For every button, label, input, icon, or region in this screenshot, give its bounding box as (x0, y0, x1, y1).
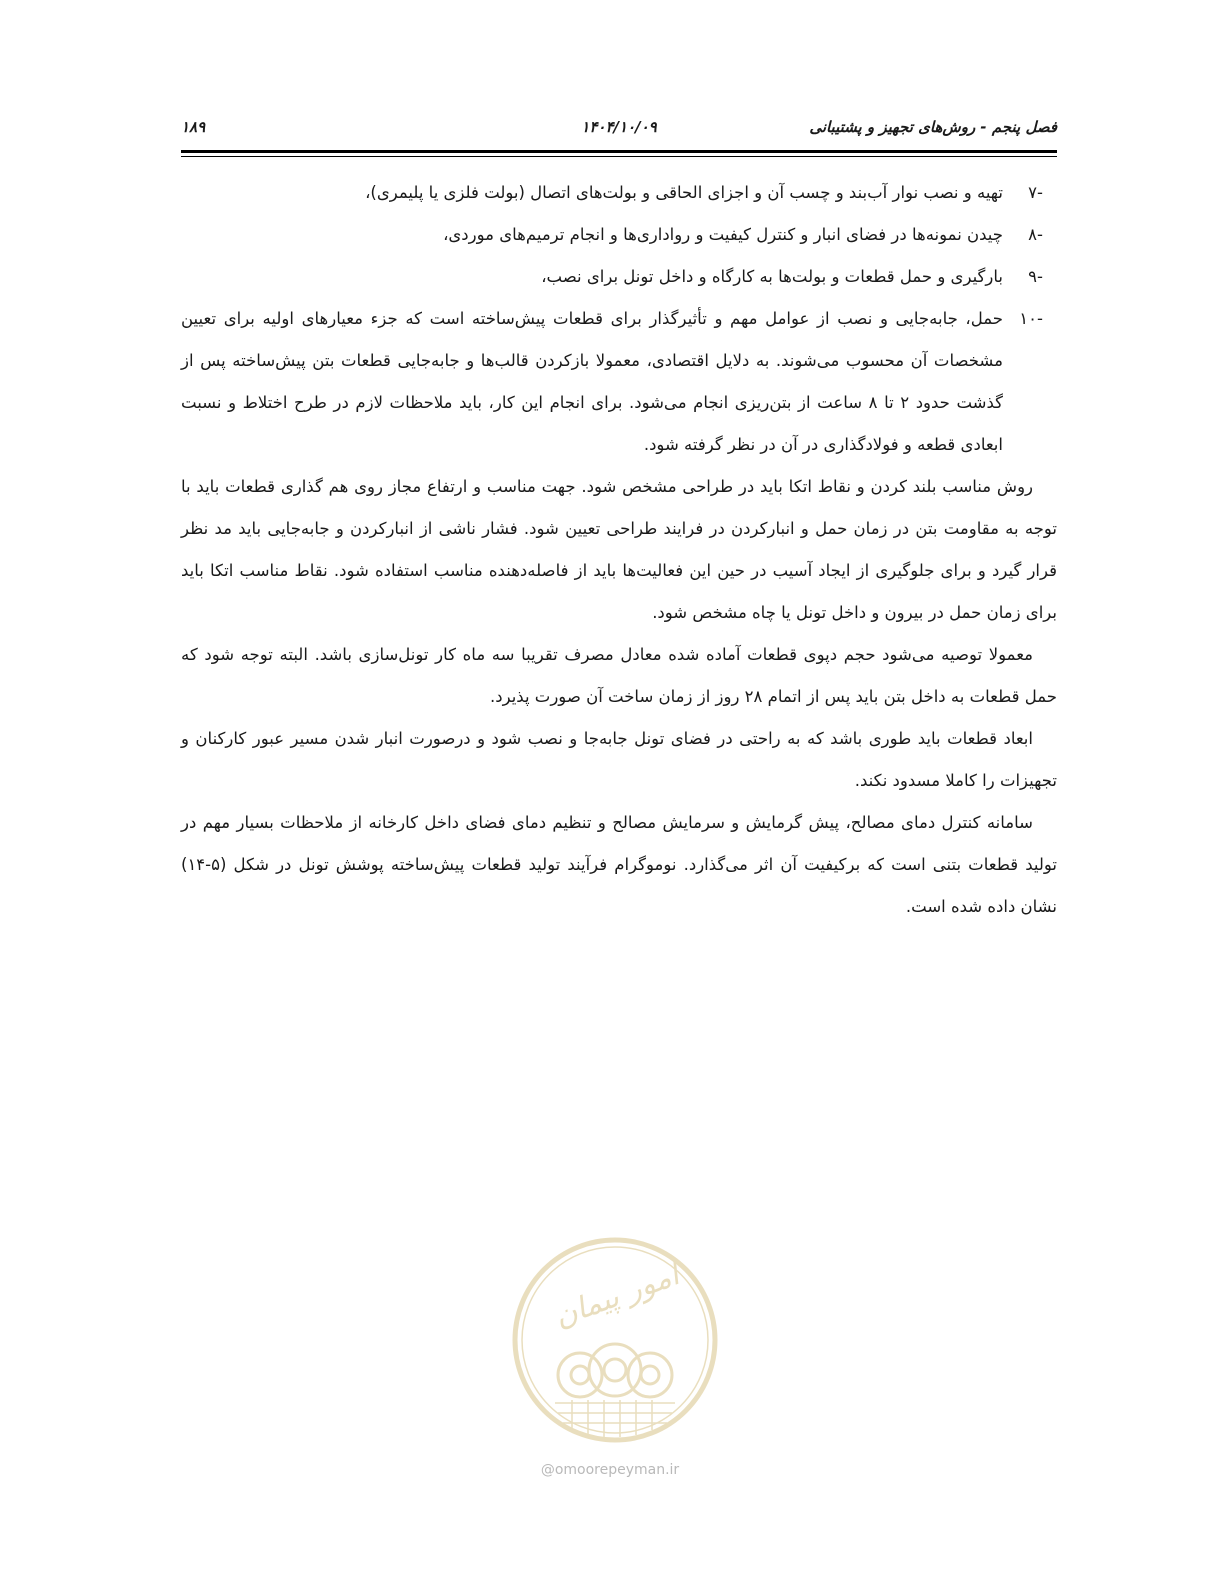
chapter-title: فصل پنجم - روش‌های تجهیز و پشتیبانی (809, 118, 1057, 136)
list-item-text: بارگیری و حمل قطعات و بولت‌ها به کارگاه و داخل تونل برای نصب، (541, 267, 1003, 286)
list-item-number: -۱۰ (1019, 309, 1043, 328)
paragraph: سامانه کنترل دمای مصالح، پیش گرمایش و سرمایش مصالح و تنظیم دمای فضای داخل کارخانه از ملاحظات بسیار مهم در تولید قطعات بتنی است که برکیفیت آن اثر می‌گذارد. نوموگرام فرآیند تولید قطعات پیش‌ساخته پوشش تونل در شکل (۵-۱۴) نشان داده شده است. (181, 813, 1057, 916)
page-number: ۱۸۹ (181, 118, 206, 136)
header-rule-thin (181, 156, 1057, 157)
list-item-text: حمل، جابه‌جایی و نصب از عوامل مهم و تأثیرگذار برای قطعات پیش‌ساخته است که جزء معیارهای اولیه برای تعیین مشخصات آن محسوب می‌شوند. به دلایل اقتصادی، معمولا بازکردن قالب‌ها و جابه‌جایی قطعات بتن پیش‌ساخته پس از گذشت حدود ۲ تا ۸ ساعت از بتن‌ریزی انجام می‌شود. برای انجام این کار، باید ملاحظات لازم در طرح اختلاط و نسبت ابعادی قطعه و فولادگذاری در آن در نظر گرفته شود. (181, 309, 1004, 454)
list-item (181, 256, 1057, 298)
paragraph: ابعاد قطعات باید طوری باشد که به راحتی در فضای تونل جابه‌جا و نصب شود و درصورت انبار شدن مسیر عبور کارکنان و تجهیزات را کاملا مسدود نکند. (181, 729, 1057, 790)
body-content (181, 172, 1057, 928)
watermark-logo (500, 1225, 730, 1475)
page-header (181, 118, 1057, 148)
watermark-site: @omoorepeyman.ir (540, 1462, 680, 1478)
numbered-list (181, 172, 1057, 466)
header-rule-thick (181, 150, 1057, 153)
list-item-text: چیدن نمونه‌ها در فضای انبار و کنترل کیفیت و رواداری‌ها و انجام ترمیم‌های موردی، (443, 225, 1003, 244)
list-item (181, 214, 1057, 256)
watermark-logo-text: امور پیمان (549, 1257, 684, 1335)
list-item (181, 298, 1057, 466)
header-date: ۱۴۰۴/۱۰/۰۹ (581, 118, 657, 136)
list-item-number: -۸ (1028, 225, 1043, 244)
paragraph: روش مناسب بلند کردن و نقاط اتکا باید در طراحی مشخص شود. جهت مناسب و ارتفاع مجاز روی هم گذاری قطعات باید با توجه به مقاومت بتن در زمان حمل و انبارکردن در فرایند طراحی تعیین شود. فشار ناشی از انبارکردن و جابه‌جایی باید مد نظر قرار گیرد و برای جلوگیری از ایجاد آسیب در حین این فعالیت‌ها باید از فاصله‌دهنده مناسب استفاده شود. نقاط مناسب اتکا باید برای زمان حمل در بیرون و داخل تونل یا چاه مشخص شود. (181, 477, 1057, 622)
list-item (181, 172, 1057, 214)
list-item-number: -۷ (1028, 183, 1043, 202)
list-item-text: تهیه و نصب نوار آب‌بند و چسب آن و اجزای الحاقی و بولت‌های اتصال (بولت فلزی یا پلیمری)، (365, 183, 1003, 202)
list-item-number: -۹ (1028, 267, 1043, 286)
paragraph: معمولا توصیه می‌شود حجم دپوی قطعات آماده شده معادل مصرف تقریبا سه ماه کار تونل‌سازی باشد. البته توجه شود که حمل قطعات به داخل بتن باید پس از اتمام ۲۸ روز از زمان ساخت آن صورت پذیرد. (181, 645, 1057, 706)
